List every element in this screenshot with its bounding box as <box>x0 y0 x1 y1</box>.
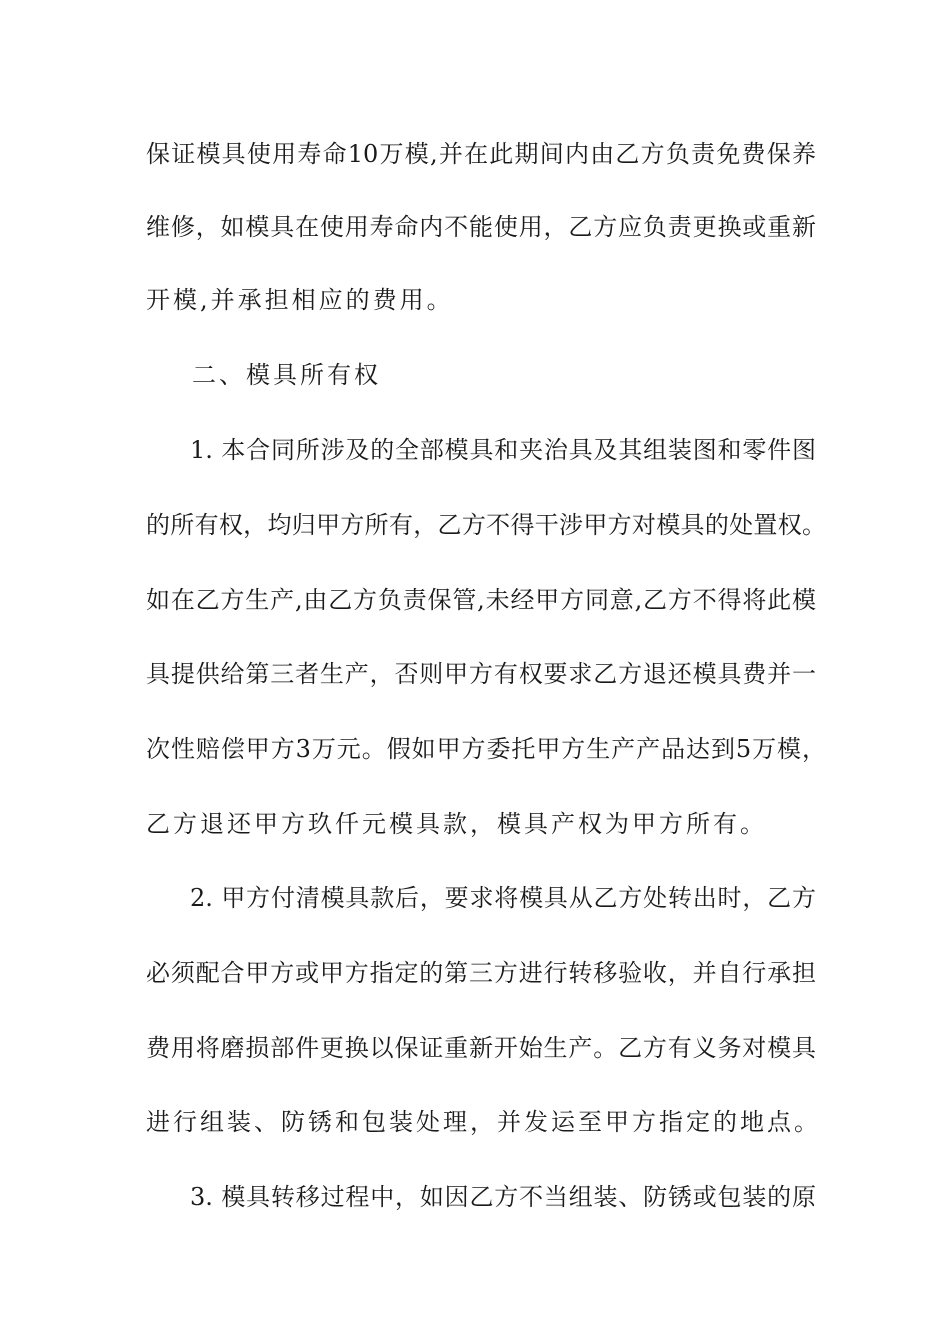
body-text-line: 乙方退还甲方玖仟元模具款，模具产权为甲方所有。 <box>146 810 767 838</box>
body-text-line: 的所有权，均归甲方所有，乙方不得干涉甲方对模具的处置权。 <box>146 511 826 539</box>
section-heading: 二、模具所有权 <box>192 361 381 389</box>
body-text-line: 费用将磨损部件更换以保证重新开始生产。乙方有义务对模具 <box>146 1034 816 1062</box>
body-text-line: 维修，如模具在使用寿命内不能使用，乙方应负责更换或重新 <box>146 213 816 241</box>
body-text-line: 必须配合甲方或甲方指定的第三方进行转移验收，并自行承担 <box>146 959 816 987</box>
body-text-line: 进行组装、防锈和包装处理，并发运至甲方指定的地点。 <box>146 1108 821 1136</box>
body-text-line: 保证模具使用寿命10万模,并在此期间内由乙方负责免费保养 <box>146 140 816 168</box>
body-text-line: 开模,并承担相应的费用。 <box>146 286 454 314</box>
clause-2-start: 2. 甲方付清模具款后，要求将模具从乙方处转出时，乙方 <box>190 884 816 912</box>
clause-1-start: 1. 本合同所涉及的全部模具和夹治具及其组装图和零件图 <box>190 436 816 464</box>
body-text-line: 具提供给第三者生产，否则甲方有权要求乙方退还模具费并一 <box>146 660 816 688</box>
body-text-line: 次性赔偿甲方3万元。假如甲方委托甲方生产产品达到5万模， <box>146 735 826 763</box>
clause-3-start: 3. 模具转移过程中，如因乙方不当组装、防锈或包装的原 <box>190 1183 816 1211</box>
body-text-line: 如在乙方生产,由乙方负责保管,未经甲方同意,乙方不得将此模 <box>146 586 816 614</box>
